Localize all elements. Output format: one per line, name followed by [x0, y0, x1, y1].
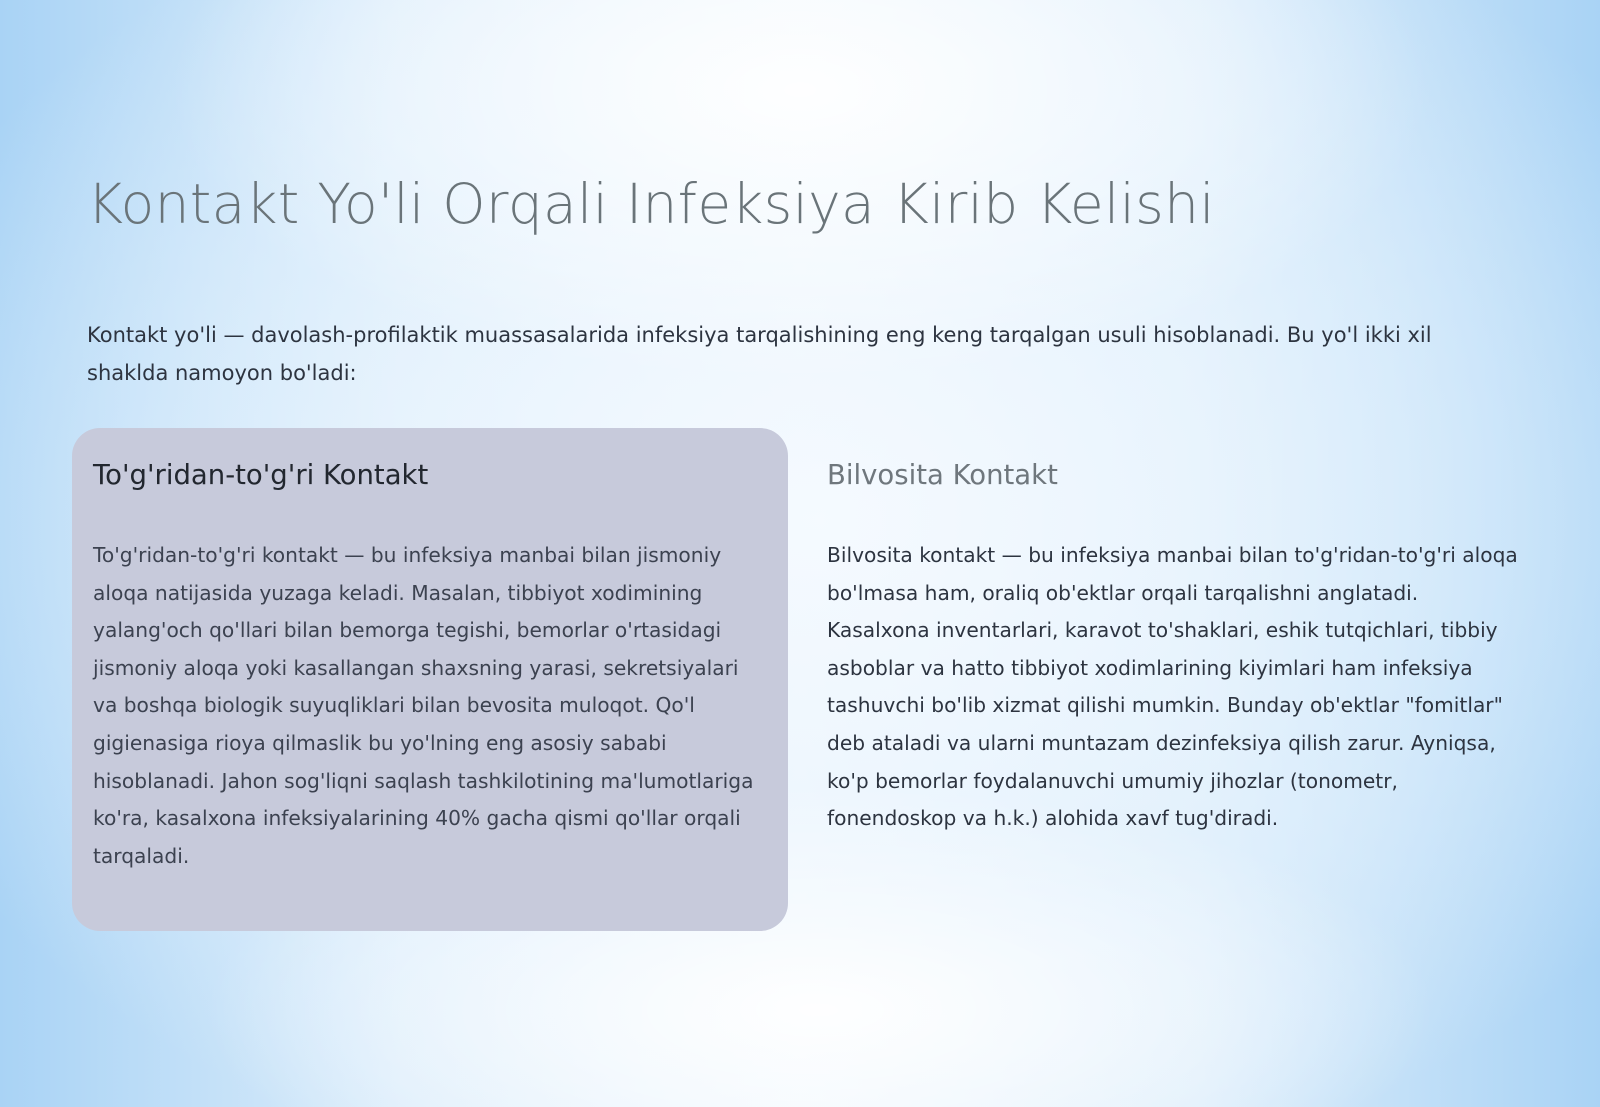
intro-paragraph: Kontakt yo'li — davolash-profilaktik muassasalarida infeksiya tarqalishining eng keng tarqalgan usuli hisoblanadi. Bu yo'l ikki xil shaklda namoyon bo'ladi: [87, 323, 1432, 385]
indirect-contact-card [807, 428, 1527, 838]
page-title: Kontakt Yo'li Orqali Infeksiya Kirib Kelishi [87, 172, 1215, 236]
direct-contact-card [72, 428, 788, 931]
indirect-contact-title: Bilvosita Kontakt [827, 459, 1058, 491]
direct-contact-title: To'g'ridan-to'g'ri Kontakt [93, 459, 429, 491]
indirect-contact-text: Bilvosita kontakt — bu infeksiya manbai bilan to'g'ridan-to'g'ri aloqa bo'lmasa ham, oraliq ob'ektlar orqali tarqalishni anglatadi. Kasalxona inventarlari, karavot to'shaklari, eshik tutqichlari, tibbiy asboblar va hatto tibbiyot xodimlarining kiyimlari ham infeksiya tashuvchi bo'lib xizmat qilishi mumkin. Bunday ob'ektlar "fomitlar" deb ataladi va ularni muntazam dezinfeksiya qilish zarur. Ayniqsa, ko'p bemorlar foydalanuvchi umumiy jihozlar (tonometr, fonendoskop va h.k.) alohida xavf tug'diradi. [827, 543, 1518, 831]
direct-contact-text: To'g'ridan-to'g'ri kontakt — bu infeksiya manbai bilan jismoniy aloqa natijasida yuzaga keladi. Masalan, tibbiyot xodimining yalang'och qo'llari bilan bemorga tegishi, bemorlar o'rtasidagi jismoniy aloqa yoki kasallangan shaxsning yarasi, sekretsiyalari va boshqa biologik suyuqliklari bilan bevosita muloqot. Qo'l gigienasiga rioya qilmaslik bu yo'lning eng asosiy sababi hisoblanadi. Jahon sog'liqni saqlash tashkilotining ma'lumotlariga ko'ra, kasalxona infeksiyalarining 40% gacha qismi qo'llar orqali tarqaladi. [93, 543, 754, 868]
